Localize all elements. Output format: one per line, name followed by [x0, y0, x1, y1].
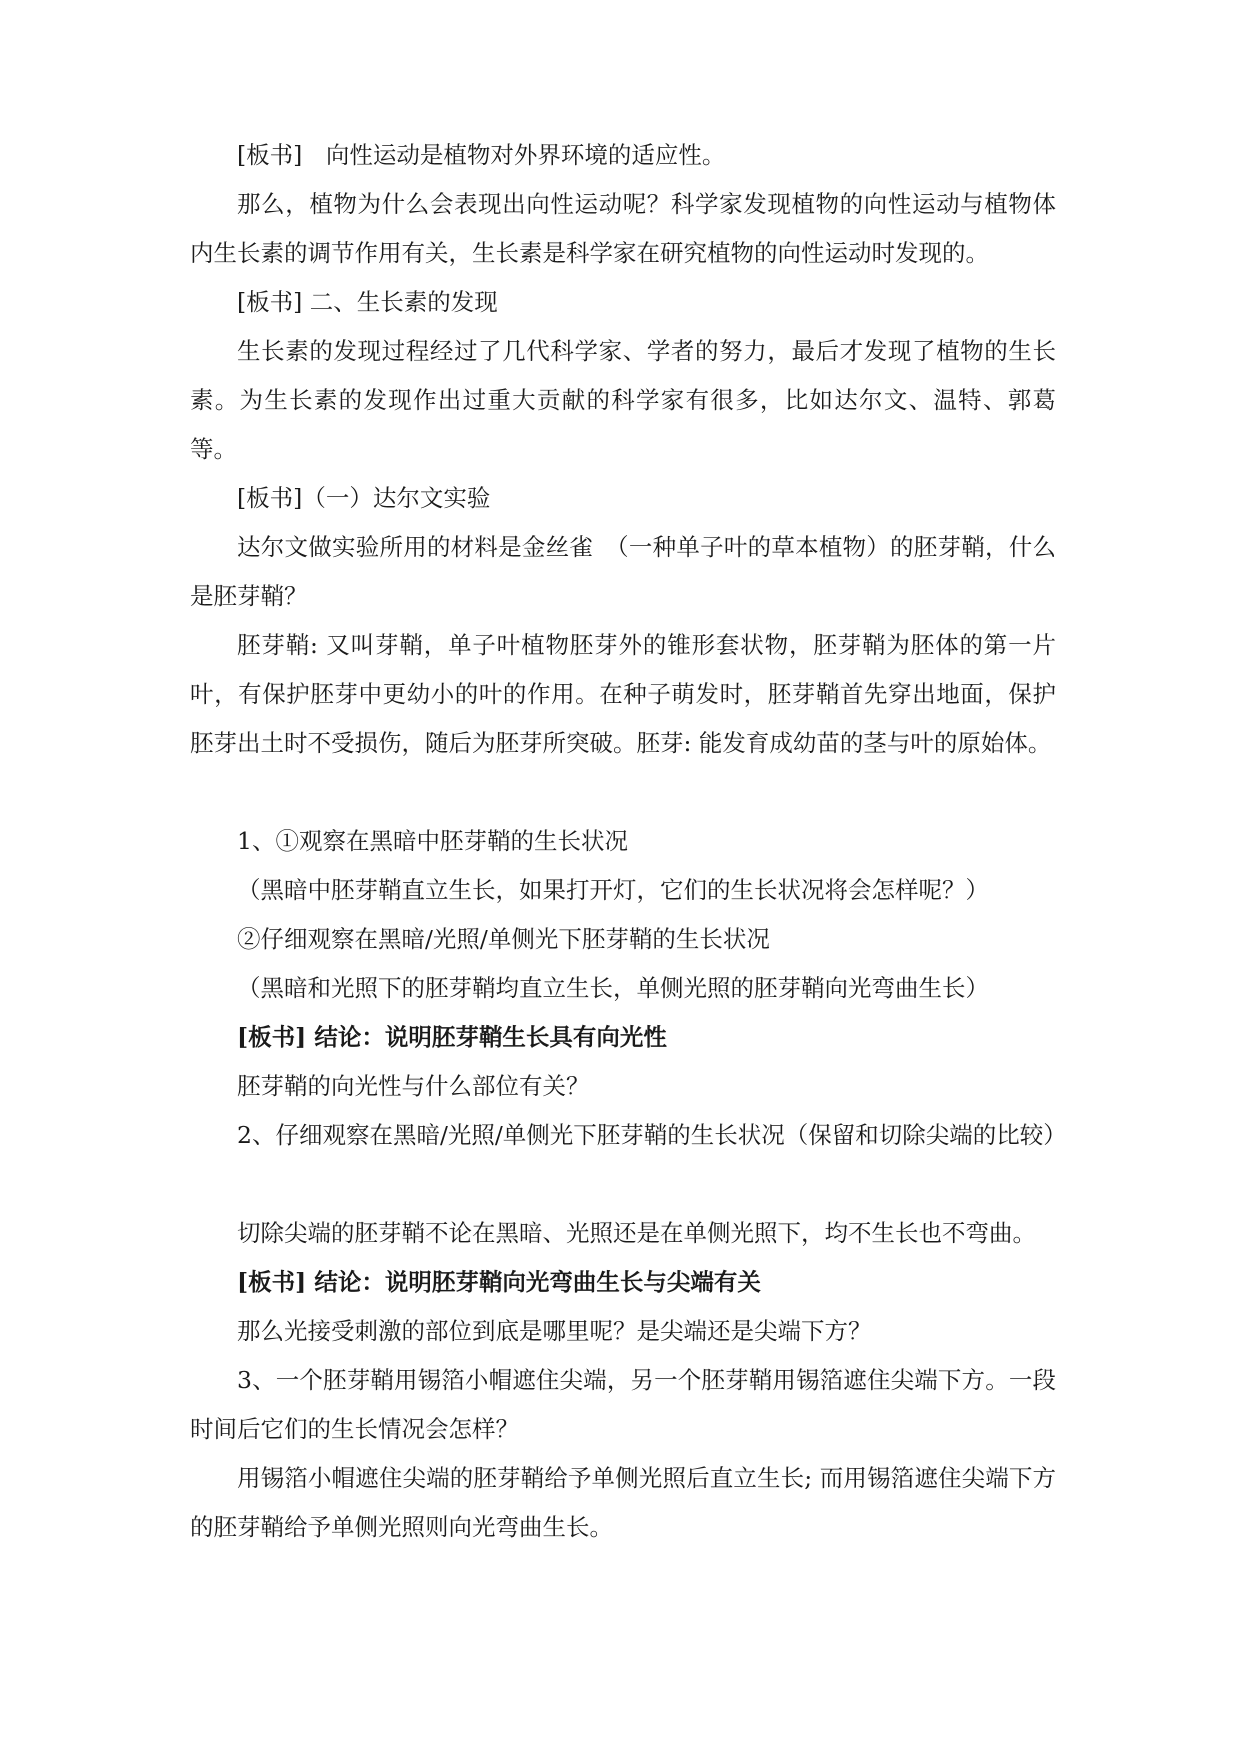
question-stimulus-site: 那么光接受刺激的部位到底是哪里呢？是尖端还是尖端下方？: [237, 1317, 872, 1345]
conclusion-tip-related: [板书] 结论：说明胚芽鞘向光弯曲生长与尖端有关: [237, 1268, 761, 1296]
paragraph-tropism-cause: 那么，植物为什么会表现出向性运动呢？科学家发现植物的向性运动与植物体内生长素的调节作用有关，生长素是科学家在研究植物的向性运动时发现的。: [190, 190, 1056, 267]
step-1b-observe-light: ②仔细观察在黑暗/光照/单侧光下胚芽鞘的生长状况: [237, 925, 770, 953]
paragraph-darwin-material: 达尔文做实验所用的材料是金丝雀 （一种单子叶的草本植物）的胚芽鞘，什么是胚芽鞘？: [190, 533, 1056, 610]
paragraph-foil-result: 用锡箔小帽遮住尖端的胚芽鞘给予单侧光照后直立生长; 而用锡箔遮住尖端下方的胚芽鞘给予单侧光照则向光弯曲生长。: [190, 1464, 1056, 1541]
step-3-foil-cap: 3、一个胚芽鞘用锡箔小帽遮住尖端，另一个胚芽鞘用锡箔遮住尖端下方。一段时间后它们的生长情况会怎样？: [190, 1366, 1056, 1443]
blackboard-note-tropism: [板书] 向性运动是植物对外界环境的适应性。: [237, 141, 726, 169]
blackboard-heading-darwin-experiment: [板书]（一）达尔文实验: [237, 484, 491, 512]
paragraph-auxin-history: 生长素的发现过程经过了几代科学家、学者的努力，最后才发现了植物的生长素。为生长素的发现作出过重大贡献的科学家有很多，比如达尔文、温特、郭葛等。: [190, 337, 1056, 463]
blackboard-heading-auxin-discovery: [板书] 二、生长素的发现: [237, 288, 498, 316]
note-dark-growth: （黑暗中胚芽鞘直立生长，如果打开灯，它们的生长状况将会怎样呢？）: [237, 876, 989, 904]
note-light-growth: （黑暗和光照下的胚芽鞘均直立生长，单侧光照的胚芽鞘向光弯曲生长）: [237, 974, 989, 1002]
step-2-tip-comparison: 2、仔细观察在黑暗/光照/单侧光下胚芽鞘的生长状况（保留和切除尖端的比较）: [237, 1121, 1067, 1149]
question-phototropism-part: 胚芽鞘的向光性与什么部位有关？: [237, 1072, 590, 1100]
paragraph-tip-removed-result: 切除尖端的胚芽鞘不论在黑暗、光照还是在单侧光照下，均不生长也不弯曲。: [237, 1219, 1036, 1247]
paragraph-coleoptile-definition: 胚芽鞘: 又叫芽鞘，单子叶植物胚芽外的锥形套状物，胚芽鞘为胚体的第一片叶，有保护胚芽中更幼小的叶的作用。在种子萌发时，胚芽鞘首先穿出地面，保护胚芽出土时不受损伤，随后为胚芽所突破。胚芽: 能发育成幼苗的茎与叶的原始体。: [190, 631, 1056, 757]
step-1-observe-dark: 1、①观察在黑暗中胚芽鞘的生长状况: [237, 827, 628, 855]
conclusion-phototropism: [板书] 结论：说明胚芽鞘生长具有向光性: [237, 1023, 667, 1051]
